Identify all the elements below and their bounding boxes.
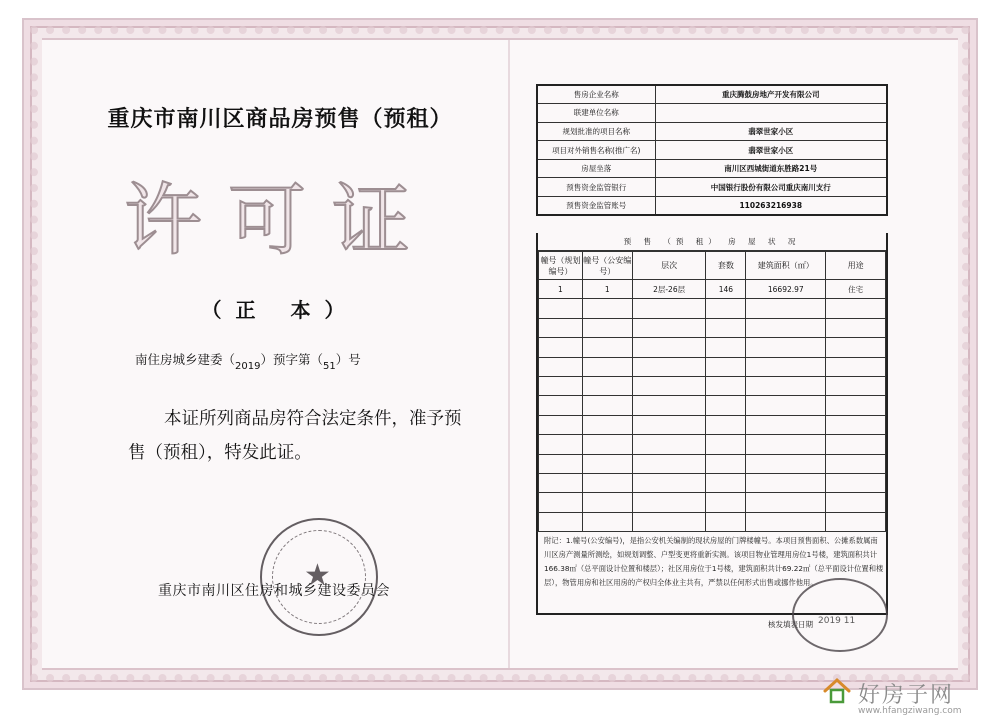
info-row — [537, 141, 887, 160]
table-cell — [582, 454, 632, 473]
table-cell — [539, 338, 583, 357]
empty-row — [539, 435, 886, 454]
empty-row — [539, 396, 886, 415]
table-cell — [632, 357, 706, 376]
table-cell — [826, 512, 886, 531]
copy-type: （正 本） — [201, 298, 359, 322]
table-cell — [632, 396, 706, 415]
table-cell — [582, 299, 632, 318]
info-value: 翡翠世家小区 — [655, 141, 887, 160]
info-label: 项目对外销售名称(推广名) — [537, 141, 655, 160]
table-cell — [632, 376, 706, 395]
seal-date: 2019 11 — [818, 616, 856, 626]
table-cell — [632, 473, 706, 492]
certificate-left-page — [60, 50, 500, 650]
table-cell: 1 — [539, 280, 583, 299]
watermark — [822, 674, 982, 718]
table-cell — [826, 299, 886, 318]
table-cell — [539, 357, 583, 376]
empty-row — [539, 473, 886, 492]
table-cell — [582, 318, 632, 337]
units-table — [538, 251, 886, 532]
table-cell — [582, 376, 632, 395]
watermark-name: 好房子网 — [858, 683, 955, 708]
table-cell — [826, 473, 886, 492]
empty-row — [539, 318, 886, 337]
table-cell — [746, 493, 826, 512]
info-table — [536, 84, 888, 216]
house-icon — [822, 676, 852, 706]
empty-row — [539, 299, 886, 318]
permit-big-title: 许可证 — [123, 176, 436, 266]
info-label: 联建单位名称 — [537, 104, 655, 123]
star-icon: ★ — [304, 558, 331, 593]
table-cell — [706, 473, 746, 492]
table-cell — [746, 299, 826, 318]
column-header: 用途 — [826, 252, 886, 280]
table-cell — [632, 338, 706, 357]
table-cell — [632, 435, 706, 454]
table-cell — [746, 357, 826, 376]
table-cell — [539, 512, 583, 531]
table-cell: 住宅 — [826, 280, 886, 299]
issuing-authority: 重庆市南川区住房和城乡建设委员会 — [158, 583, 390, 599]
info-value: 110263216938 — [655, 197, 887, 216]
empty-row — [539, 376, 886, 395]
table-cell — [632, 299, 706, 318]
table-cell — [746, 338, 826, 357]
table-cell — [826, 338, 886, 357]
table-cell — [826, 396, 886, 415]
column-header: 幢号（公安编号） — [582, 252, 632, 280]
info-label: 房屋坐落 — [537, 159, 655, 178]
table-cell — [826, 454, 886, 473]
number-no: 51 — [322, 361, 336, 372]
info-value: 南川区西城街道东胜路21号 — [655, 159, 887, 178]
info-label: 规划批准的项目名称 — [537, 122, 655, 141]
date-seal — [792, 578, 888, 652]
table-cell — [632, 318, 706, 337]
info-label: 预售资金监管账号 — [537, 197, 655, 216]
permit-number — [135, 350, 361, 372]
empty-row — [539, 454, 886, 473]
column-header: 套数 — [706, 252, 746, 280]
remark-text: 附记：1.幢号(公安编号)，是指公安机关编制的现状房屋的门牌楼幢号。本项目预售面积、公摊系数属南川区房产测量所测绘，如规划调整、户型变更将重新实测。该项目物业管理用房位1号楼，建筑面积共计166.38㎡（总平面设计位置和楼层）；社区用房位于1号楼，建筑面积共计69.22㎡（总平面设计位置和楼层），物管用房和社区用房的产权归全体业主共有，严禁以任何形式出售或挪作他用。 — [544, 536, 884, 587]
units-caption: 预 售 （预 租） 房 屋 状 况 — [538, 233, 886, 251]
column-header: 层次 — [632, 252, 706, 280]
table-cell — [706, 493, 746, 512]
certificate-title: 重庆市南川区商品房预售（预租） — [107, 106, 453, 132]
table-cell — [632, 415, 706, 434]
number-prefix: 南住房城乡建委（ — [135, 352, 236, 367]
empty-row — [539, 357, 886, 376]
table-cell — [826, 493, 886, 512]
table-cell — [539, 473, 583, 492]
table-cell — [826, 376, 886, 395]
table-cell — [826, 435, 886, 454]
info-row — [537, 159, 887, 178]
info-row — [537, 85, 887, 104]
certificate-right-page — [536, 76, 888, 652]
table-cell — [746, 396, 826, 415]
table-row — [539, 280, 886, 299]
column-header: 幢号（规划编号） — [539, 252, 583, 280]
number-year: 2019 — [235, 361, 261, 372]
table-cell — [582, 338, 632, 357]
table-cell — [539, 318, 583, 337]
table-cell — [582, 435, 632, 454]
info-value: 重庆腾鼓房地产开发有限公司 — [655, 85, 887, 104]
table-cell — [632, 454, 706, 473]
table-cell — [582, 415, 632, 434]
number-suffix: ）号 — [335, 352, 361, 367]
table-cell — [826, 357, 886, 376]
table-cell — [539, 415, 583, 434]
table-cell — [539, 454, 583, 473]
table-cell — [706, 415, 746, 434]
official-seal — [260, 518, 378, 636]
table-cell — [706, 512, 746, 531]
table-cell — [826, 415, 886, 434]
table-cell: 1 — [582, 280, 632, 299]
table-cell — [826, 318, 886, 337]
empty-row — [539, 338, 886, 357]
table-cell — [539, 493, 583, 512]
table-cell — [706, 338, 746, 357]
table-cell: 16692.97 — [746, 280, 826, 299]
info-value: 翡翠世家小区 — [655, 122, 887, 141]
table-cell — [746, 318, 826, 337]
permit-statement: 本证所列商品房符合法定条件，准予预售（预租），特发此证。 — [128, 409, 462, 463]
empty-row — [539, 493, 886, 512]
column-header: 建筑面积（㎡） — [746, 252, 826, 280]
table-cell — [706, 454, 746, 473]
table-cell: 146 — [706, 280, 746, 299]
table-cell: 2层-26层 — [632, 280, 706, 299]
info-row — [537, 104, 887, 123]
table-cell — [746, 473, 826, 492]
remark-date-label: 核发填表日期 — [768, 620, 813, 629]
table-cell — [632, 493, 706, 512]
table-cell — [706, 435, 746, 454]
page-fold — [508, 40, 510, 668]
info-row — [537, 122, 887, 141]
table-cell — [582, 357, 632, 376]
watermark-url: www.hfangziwang.com — [858, 706, 962, 716]
table-cell — [582, 493, 632, 512]
table-cell — [539, 435, 583, 454]
table-cell — [706, 357, 746, 376]
table-cell — [706, 299, 746, 318]
info-value: 中国银行股份有限公司重庆南川支行 — [655, 178, 887, 197]
empty-row — [539, 512, 886, 531]
table-cell — [539, 299, 583, 318]
table-cell — [746, 512, 826, 531]
table-cell — [746, 376, 826, 395]
empty-row — [539, 415, 886, 434]
table-cell — [539, 396, 583, 415]
table-cell — [706, 318, 746, 337]
table-cell — [746, 415, 826, 434]
table-cell — [746, 454, 826, 473]
table-cell — [582, 473, 632, 492]
table-cell — [632, 512, 706, 531]
info-label: 预售资金监管银行 — [537, 178, 655, 197]
info-label: 售房企业名称 — [537, 85, 655, 104]
table-cell — [706, 376, 746, 395]
table-cell — [582, 396, 632, 415]
info-value — [655, 104, 887, 123]
info-row — [537, 178, 887, 197]
info-row — [537, 197, 887, 216]
table-cell — [582, 512, 632, 531]
number-middle: ）预字第（ — [260, 352, 323, 367]
table-cell — [706, 396, 746, 415]
table-cell — [539, 376, 583, 395]
table-cell — [746, 435, 826, 454]
